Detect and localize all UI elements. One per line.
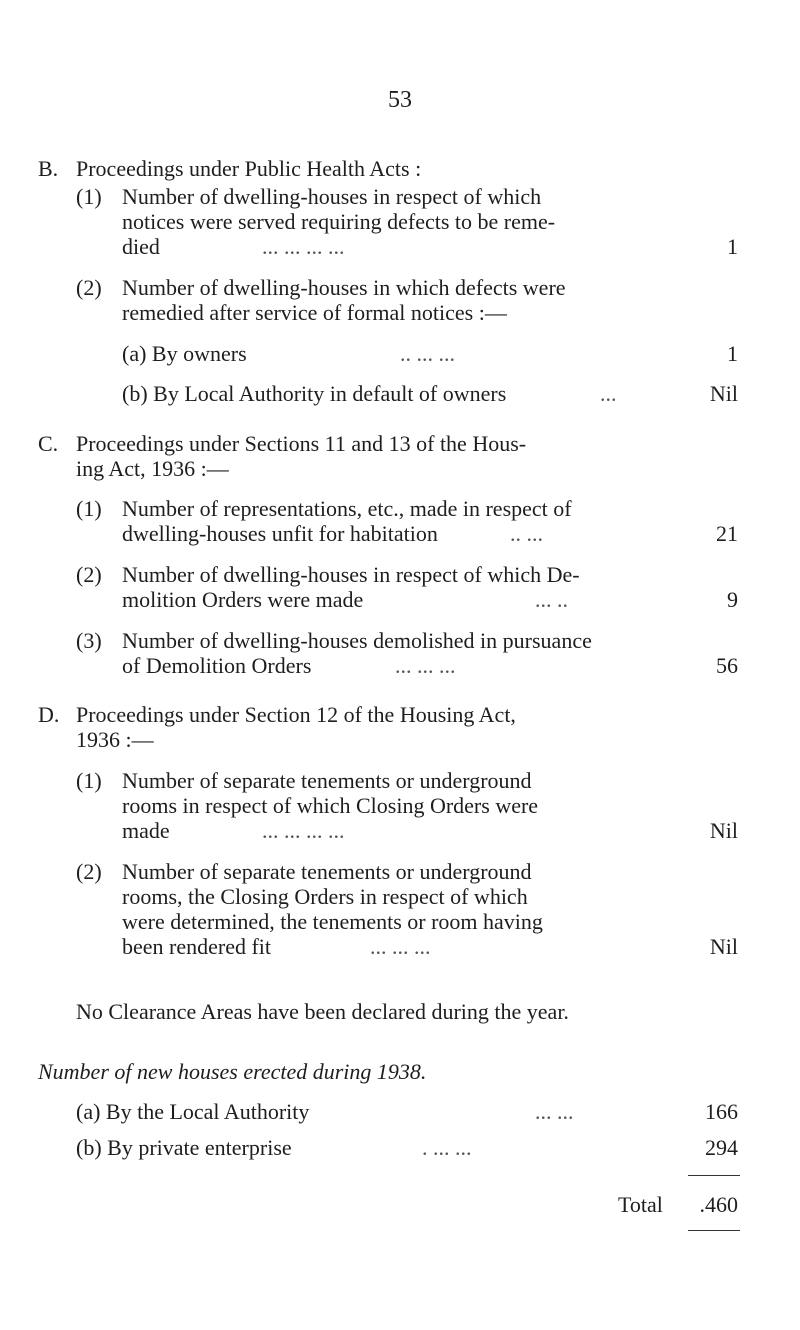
item-number: (3) <box>76 628 102 653</box>
section-heading: 1936 :— <box>76 727 154 752</box>
item-number: (2) <box>76 562 102 587</box>
item-number: (1) <box>76 496 102 521</box>
dot-leader: ... ... ... <box>395 653 456 678</box>
item-value: 21 <box>716 521 738 546</box>
item-text-line: Number of dwelling-houses demolished in pursuance <box>122 628 592 653</box>
item-text-line: died <box>122 234 160 259</box>
item-text-line: Number of dwelling-houses in respect of which De- <box>122 562 580 587</box>
item-value: Nil <box>709 381 738 406</box>
sum-rule <box>688 1175 740 1176</box>
total-label: Total <box>618 1192 663 1217</box>
total-rule <box>688 1230 740 1231</box>
item-text-line: made <box>122 818 170 843</box>
item-text-line: remedied after service of formal notices :— <box>122 300 507 325</box>
item-text-line: molition Orders were made <box>122 587 364 612</box>
item-text-line: Number of separate tenements or underground <box>122 859 532 884</box>
section-heading: Proceedings under Section 12 of the Housing Act, <box>76 702 516 727</box>
item-text-line: Number of dwelling-houses in which defects were <box>122 275 566 300</box>
sub-item-label: (b) By private enterprise <box>76 1135 292 1160</box>
item-value: 9 <box>727 587 738 612</box>
item-text-line: rooms in respect of which Closing Orders were <box>122 793 539 818</box>
sub-item-label: (b) By Local Authority in default of owners <box>122 381 507 406</box>
clearance-note: No Clearance Areas have been declared during the year. <box>76 999 569 1024</box>
item-text-line: dwelling-houses unfit for habitation <box>122 521 438 546</box>
item-value: 294 <box>705 1135 738 1160</box>
dot-leader: .. ... <box>510 521 543 546</box>
section-heading: Proceedings under Sections 11 and 13 of the Hous- <box>76 431 527 456</box>
item-text-line: Number of dwelling-houses in respect of which <box>122 184 542 209</box>
item-text-line: Number of representations, etc., made in respect of <box>122 496 572 521</box>
sub-item-label: (a) By owners <box>122 341 247 366</box>
item-text-line: rooms, the Closing Orders in respect of which <box>122 884 528 909</box>
dot-leader: . ... ... <box>422 1135 472 1160</box>
section-letter: C. <box>38 431 59 456</box>
item-number: (2) <box>76 859 102 884</box>
item-value: 166 <box>705 1099 738 1124</box>
dot-leader: .. ... ... <box>400 341 455 366</box>
item-value: Nil <box>709 818 738 843</box>
sub-item-label: (a) By the Local Authority <box>76 1099 310 1124</box>
dot-leader: ... ... <box>535 1099 574 1124</box>
dot-leader: ... ... ... <box>370 934 431 959</box>
item-value: 1 <box>727 234 738 259</box>
item-text-line: Number of separate tenements or underground <box>122 768 532 793</box>
section-letter: D. <box>38 702 60 727</box>
item-number: (1) <box>76 184 102 209</box>
item-value: 1 <box>727 341 738 366</box>
item-text-line: were determined, the tenements or room having <box>122 909 543 934</box>
new-houses-heading: Number of new houses erected during 1938. <box>38 1059 427 1084</box>
dot-leader: ... <box>600 381 617 406</box>
dot-leader: ... ... ... ... <box>262 234 345 259</box>
dot-leader: ... .. <box>535 587 568 612</box>
item-text-line: of Demolition Orders <box>122 653 312 678</box>
section-heading: ing Act, 1936 :— <box>76 456 229 481</box>
item-number: (1) <box>76 768 102 793</box>
total-value: .460 <box>699 1192 738 1217</box>
section-letter: B. <box>38 156 59 181</box>
section-heading: Proceedings under Public Health Acts : <box>76 156 422 181</box>
item-value: 56 <box>716 653 738 678</box>
dot-leader: ... ... ... ... <box>262 818 345 843</box>
item-text-line: notices were served requiring defects to be reme- <box>122 209 556 234</box>
page-number: 53 <box>388 87 412 113</box>
item-number: (2) <box>76 275 102 300</box>
item-value: Nil <box>709 934 738 959</box>
item-text-line: been rendered fit <box>122 934 272 959</box>
